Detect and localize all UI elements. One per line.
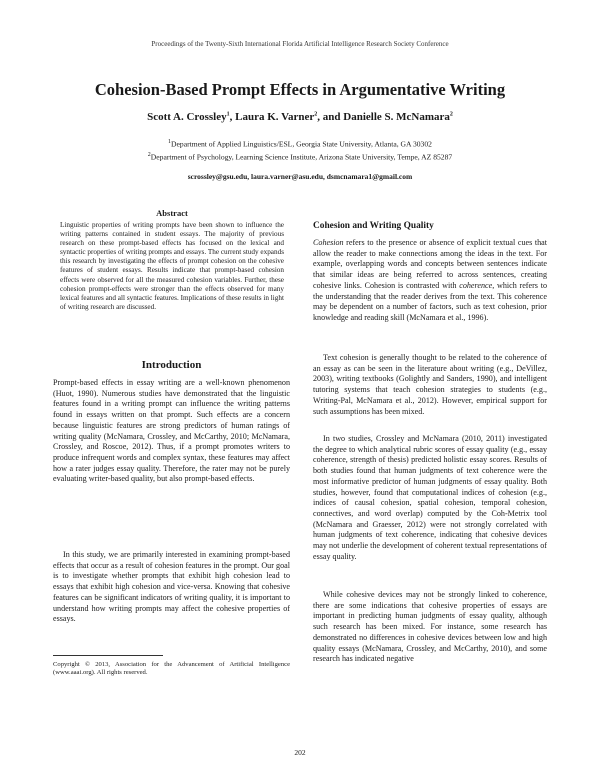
paragraph-text: , which refers to the understanding that the reader derives from the text. This coherence may be dependent on a number of factors, such as text cohesion, prior knowledge and reading skill (McNamara et al., 1996). — [313, 280, 547, 322]
author-name: Laura K. Varner — [235, 111, 315, 123]
introduction-paragraph: In this study, we are primarily interested in examining prompt-based effects that occur as a result of cohesion features in the prompt. Our goal is to investigate whether prompts that exhibit high cohesion lead to essays that exhibit high cohesion and vice-versa. Knowing that cohesive features can be significant indicators of writing quality, it is important to understand how writing prompts may affect the cohesive properties of essays. — [53, 550, 290, 624]
affiliation-text: Department of Psychology, Learning Science Institute, Arizona State University, Tempe, AZ 85287 — [150, 152, 453, 162]
author-name: Danielle S. McNamara — [343, 111, 450, 123]
running-header: Proceedings of the Twenty-Sixth International Florida Artificial Intelligence Research Society Conference — [151, 40, 449, 48]
author-emails: scrossley@gsu.edu, laura.varner@asu.edu, dsmcnamara1@gmail.com — [187, 172, 413, 181]
cohesion-paragraph — [313, 238, 547, 324]
author-separator: , — [229, 111, 236, 123]
author-list — [0, 111, 600, 123]
abstract-heading: Abstract — [156, 208, 188, 218]
term-cohesion: Cohesion — [313, 238, 344, 247]
cohesion-section-heading: Cohesion and Writing Quality — [313, 221, 434, 231]
footnote-divider — [53, 655, 163, 656]
author-affil-mark: 2 — [449, 111, 453, 118]
author-name: Scott A. Crossley — [147, 111, 227, 123]
affiliation-mark: 1 — [168, 139, 172, 145]
introduction-paragraph: Prompt-based effects in essay writing are a well-known phenomenon (Huot, 1990). Numerous studies have demonstrated that the linguistic features found in a writing prompt can influence the writing patterns found in essays written on that prompt. Such effects are a concern because linguistic features are strong predictors of human ratings of writing quality (McNamara, Crossley, and McCarthy, 2010; McNamara, Crossley, and Roscoe, 2012). Thus, if a prompt promotes writers to produce infrequent words and complex syntax, these features may affect how a rater judges essay quality. Therefore, the rater may not be purely evaluating writer-based quality, but also prompt-based effects. — [53, 378, 290, 484]
page-number: 202 — [294, 748, 306, 757]
cohesion-paragraph: In two studies, Crossley and McNamara (2010, 2011) investigated the degree to which analytical rubric scores of essay quality (e.g., essay coherence, strength of thesis) predicted holistic essay scores. Results of both studies found that human judgments of text coherence were the most informative predictor of human judgments of essay quality. Both studies, however, found that computational indices of cohesion (e.g., indices of causal cohesion, spatial cohesion, temporal cohesion, connectives, and word overlap) computed by the Coh-Metrix tool (McNamara and Graesser, 2012) were not strongly correlated with human judgments of text coherence, indicating that cohesive devices may not underlie the development of coherent textual representations of essay quality. — [313, 434, 547, 561]
introduction-heading: Introduction — [141, 359, 202, 371]
affiliation — [0, 152, 600, 162]
paragraph-text: refers to the presence or absence of explicit textual cues that allow the reader to make connections among the ideas in the text. For example, overlapping words and concepts between sentences indicate that similar ideas are being referred to across sentences, creating cohesive links. Cohesion is contrasted with — [313, 238, 547, 290]
affiliation — [0, 139, 600, 149]
paper-title: Cohesion-Based Prompt Effects in Argumentative Writing — [94, 80, 506, 99]
affiliation-mark: 2 — [147, 152, 151, 158]
abstract-body: Linguistic properties of writing prompts have been shown to influence the writing patterns contained in student essays. The majority of previous research on these prompt-based effects has focused on the lexical and syntactic properties of writing prompts and essays. The current study expands this research by investigating the effects of prompt cohesion on the cohesive features of student essays. Results indicate that prompt-based cohesion effects were observed for all the measured cohesion variables. Further, these cohesion prompt-effects were stronger than the effects observed for many lexical features and all syntactic features. Implications of these results in light of writing research are discussed. — [60, 221, 284, 311]
author-separator: , and — [317, 111, 344, 123]
cohesion-paragraph: While cohesive devices may not be strongly linked to coherence, there are some indications that cohesive properties of essays are important in predicting human judgments of essay quality, although such research has been mixed. For instance, some research has demonstrated no differences in cohesive devices between low and high quality essays (McNamara, Crossley, and McCarthy, 2010), and some research has indicated negative — [313, 590, 547, 664]
author-affil-mark: 1 — [226, 111, 230, 118]
cohesion-paragraph: Text cohesion is generally thought to be related to the coherence of an essay as can be seen in the literature about writing (e.g., DeVillez, 2003), writing textbooks (Golightly and Sanders, 1990), and intelligent tutoring systems that teach cohesion strategies to students (e.g., Writing-Pal, McNamara et al., 2012). However, empirical support for such assumptions has been mixed. — [313, 353, 547, 416]
term-coherence: coherence — [459, 280, 493, 290]
author-affil-mark: 2 — [314, 111, 318, 118]
copyright-footnote: Copyright © 2013, Association for the Advancement of Artificial Intelligence (www.aaai.org). All rights reserved. — [53, 661, 290, 677]
affiliation-text: Department of Applied Linguistics/ESL, Georgia State University, Atlanta, GA 30302 — [171, 139, 432, 149]
